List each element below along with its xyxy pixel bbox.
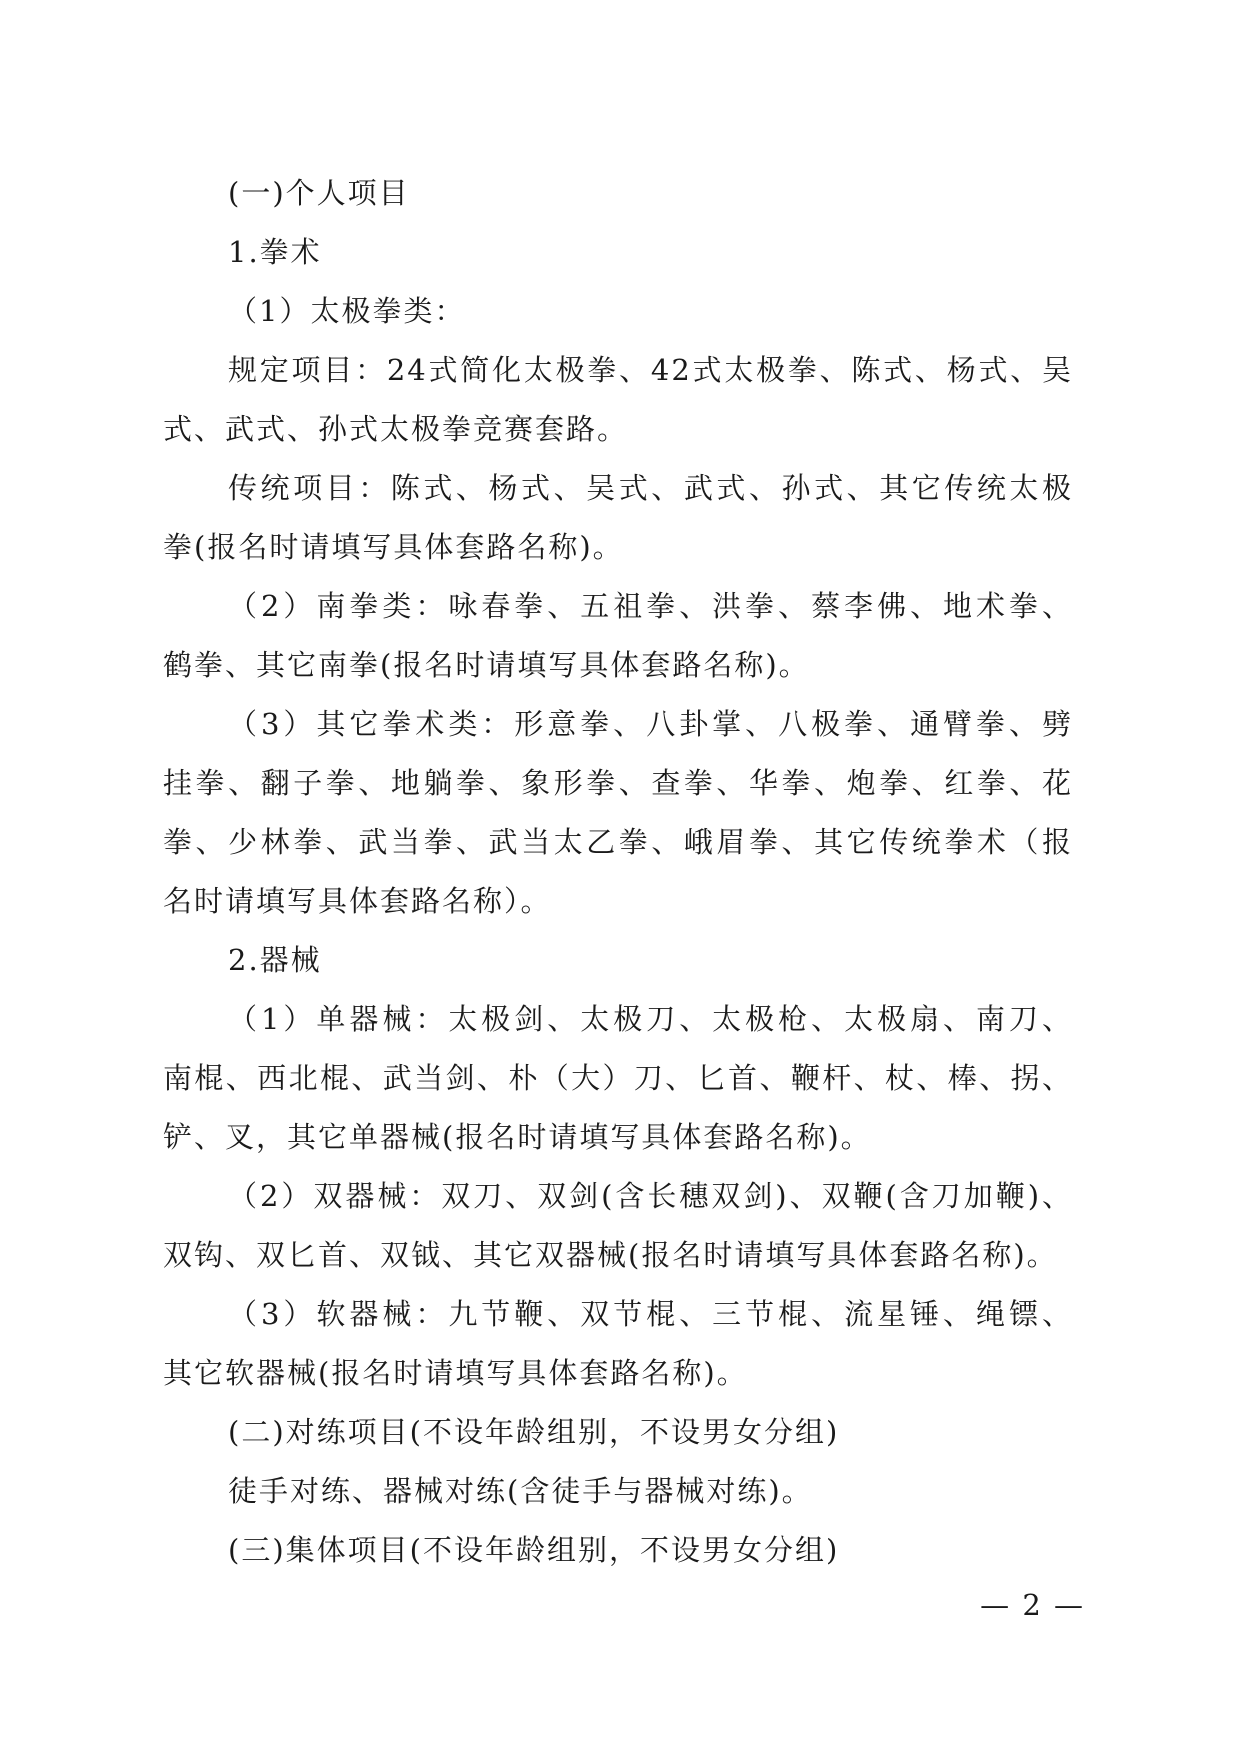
category-taiji-title: （1）太极拳类： [228,294,466,328]
section-heading-group: (三)集体项目(不设年龄组别，不设男女分组) [228,1533,840,1567]
section-heading-individual: (一)个人项目 [228,176,410,210]
paragraph-taiji-compulsory-line: 规定项目：24式简化太极拳、42式太极拳、陈式、杨式、吴 [228,353,1073,387]
paragraph-other-quanshu-line: 名时请填写具体套路名称）。 [163,884,552,918]
paragraph-single-weapons-line: 铲、叉，其它单器械(报名时请填写具体套路名称)。 [163,1120,872,1154]
paragraph-single-weapons-line: 南棍、西北棍、武当剑、朴（大）刀、匕首、鞭杆、杖、棒、拐、 [163,1061,1073,1095]
paragraph-single-weapons-line: （1）单器械：太极剑、太极刀、太极枪、太极扇、南刀、 [228,1002,1073,1036]
paragraph-other-quanshu-line: 拳、少林拳、武当拳、武当太乙拳、峨眉拳、其它传统拳术（报 [163,825,1073,859]
paragraph-nanquan-line: 鹤拳、其它南拳(报名时请填写具体套路名称)。 [163,648,810,682]
section-heading-duilian: (二)对练项目(不设年龄组别，不设男女分组) [228,1415,840,1449]
paragraph-other-quanshu-line: （3）其它拳术类：形意拳、八卦掌、八极拳、通臂拳、劈 [228,707,1073,741]
page-number: — 2 — [980,1588,1085,1622]
paragraph-taiji-compulsory-line: 式、武式、孙式太极拳竞赛套路。 [163,412,629,446]
paragraph-double-weapons-line: （2）双器械：双刀、双剑(含长穗双剑)、双鞭(含刀加鞭)、 [228,1179,1073,1213]
paragraph-taiji-traditional-line: 传统项目：陈式、杨式、吴式、武式、孙式、其它传统太极 [228,471,1073,505]
subheading-weapons: 2.器械 [228,943,322,977]
paragraph-taiji-traditional-line: 拳(报名时请填写具体套路名称)。 [163,530,624,564]
document-body [163,164,1073,1580]
subheading-quanshu: 1.拳术 [228,235,322,269]
paragraph-duilian: 徒手对练、器械对练(含徒手与器械对练)。 [228,1474,813,1508]
paragraph-other-quanshu-line: 挂拳、翻子拳、地躺拳、象形拳、查拳、华拳、炮拳、红拳、花 [163,766,1073,800]
paragraph-double-weapons-line: 双钩、双匕首、双钺、其它双器械(报名时请填写具体套路名称)。 [163,1238,1058,1272]
paragraph-nanquan-line: （2）南拳类：咏春拳、五祖拳、洪拳、蔡李佛、地术拳、 [228,589,1073,623]
paragraph-soft-weapons-line: 其它软器械(报名时请填写具体套路名称)。 [163,1356,748,1390]
paragraph-soft-weapons-line: （3）软器械：九节鞭、双节棍、三节棍、流星锤、绳镖、 [228,1297,1073,1331]
